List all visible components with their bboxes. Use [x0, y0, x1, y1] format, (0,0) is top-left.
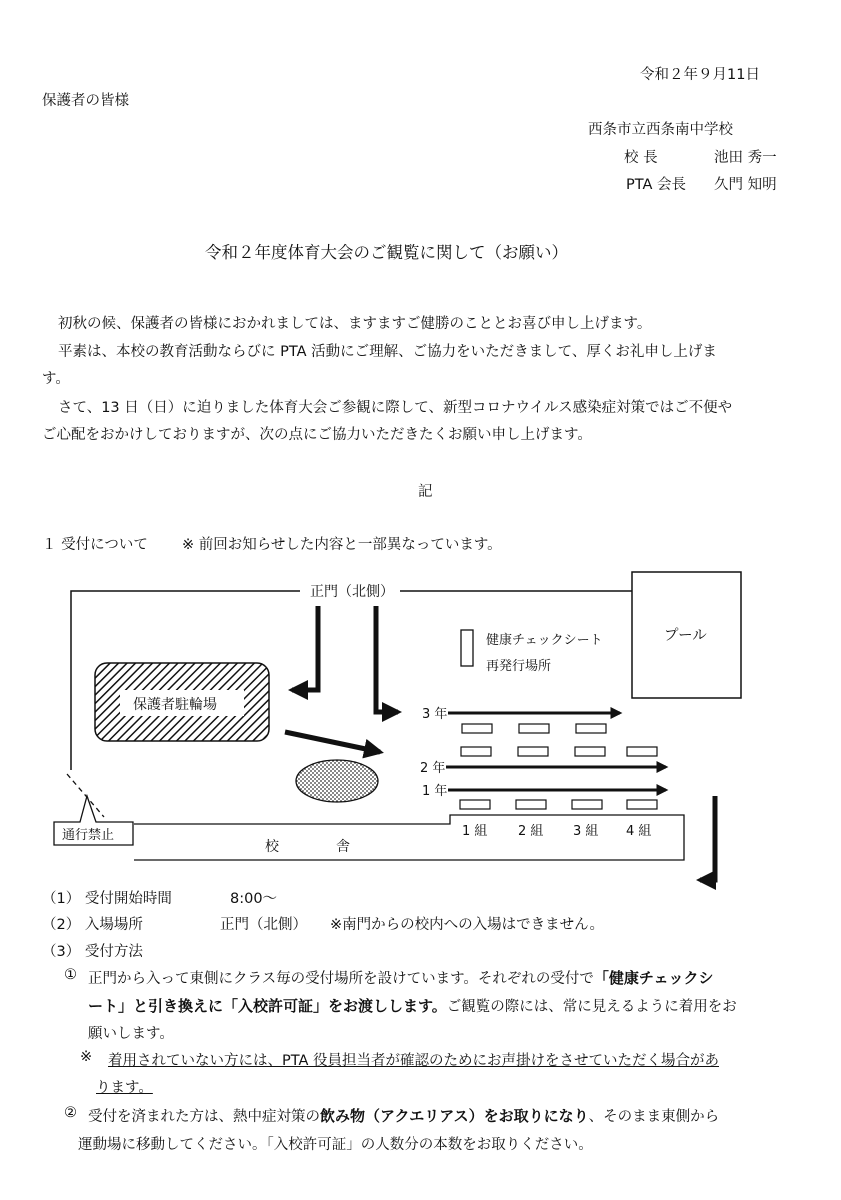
method-1-text-d: ご観覧の際には、常に見えるように着用をお: [446, 999, 737, 1015]
method-2-number: ②: [64, 1105, 77, 1121]
dotted-area: [296, 760, 378, 802]
building-label-1: 校: [265, 839, 279, 855]
class-4-label: 4 組: [626, 824, 652, 839]
class-2-label: 2 組: [518, 824, 544, 839]
method-2-text-a: 受付を済まれた方は、熱中症対策の: [88, 1109, 320, 1125]
document-title: 令和２年度体育大会のご観覧に関して（お願い）: [205, 243, 568, 262]
principal-title: 校 長: [624, 150, 658, 166]
pool-label: プール: [664, 628, 707, 644]
building-label-2: 舎: [336, 839, 350, 855]
method-1-bold-a: 「健康チェックシ: [593, 969, 714, 987]
note-line-2: ります。: [96, 1080, 153, 1096]
school-building: [134, 815, 684, 860]
item-2-note: ※南門からの校内への入場はできません。: [330, 917, 605, 933]
health-check-spot-icon: [461, 630, 473, 666]
method-1-line-3: 願いします。: [88, 1026, 174, 1042]
method-2-bold: 飲み物（アクエリアス）をお取りになり: [320, 1107, 589, 1125]
method-2-line-2: 運動場に移動してください。「入校許可証」の人数分の本数をお取りください。: [78, 1137, 593, 1153]
grade-3-desks: [462, 724, 606, 733]
grade-3-label: 3 年: [422, 707, 448, 722]
school-name: 西条市立西条南中学校: [588, 122, 733, 138]
health-check-label-2: 再発行場所: [486, 659, 552, 674]
grade-1-desks: [460, 800, 657, 809]
method-1-number: ①: [64, 967, 77, 983]
item-2-label: （2） 入場場所: [42, 917, 143, 933]
pta-title: PTA 会長: [626, 177, 687, 193]
grade-2-desks: [461, 747, 657, 756]
entry-arrow-diagonal: [285, 732, 380, 752]
principal-name: 池田 秀一: [714, 150, 777, 166]
method-2-line-1: [88, 1105, 719, 1126]
entry-arrow-right: [376, 606, 398, 712]
entry-arrow-left: [292, 606, 318, 690]
class-1-label: 1 組: [462, 824, 488, 839]
no-entry-label: 通行禁止: [62, 828, 115, 843]
exit-arrow: [700, 796, 715, 880]
item-1-label: （1） 受付開始時間: [42, 891, 172, 907]
document-date: 令和２年９月11日: [640, 67, 760, 83]
grade-1-label: 1 年: [422, 784, 448, 799]
method-2-text-c: 、そのまま東側から: [588, 1109, 720, 1125]
section-1-heading: １ 受付について: [42, 537, 148, 553]
greeting-line-2: 平素は、本校の教育活動ならびに PTA 活動にご理解、ご協力をいただきまして、厚くお礼申し上げま: [58, 344, 717, 360]
item-2-value: 正門（北側）: [220, 917, 307, 933]
method-1-text-a: 正門から入って東側にクラス毎の受付場所を設けています。それぞれの受付で: [88, 971, 594, 987]
pta-name: 久門 知明: [714, 177, 777, 193]
bike-parking-label: 保護者駐輪場: [133, 697, 217, 713]
greeting-line-4: さて、13 日（日）に迫りました体育大会ご参観に際して、新型コロナウイルス感染症対策ではご不便や: [58, 400, 733, 416]
ki-mark: 記: [418, 484, 433, 500]
health-check-label-1: 健康チェックシート: [486, 633, 603, 648]
grade-2-label: 2 年: [420, 761, 446, 776]
method-1-bold-b: ート」と引き換えに「入校許可証」をお渡しします。: [88, 997, 447, 1015]
note-mark: ※: [80, 1049, 93, 1065]
method-1-line-2: [88, 995, 737, 1016]
note-line-1: 着用されていない方には、PTA 役員担当者が確認のためにお声掛けをさせていただく場合があ: [108, 1053, 719, 1069]
class-3-label: 3 組: [573, 824, 599, 839]
item-1-value: 8:00～: [230, 891, 278, 907]
item-3-label: （3） 受付方法: [42, 944, 143, 960]
campus-map: [0, 560, 841, 890]
greeting-line-3: す。: [42, 371, 70, 387]
greeting-line-5: ご心配をおかけしておりますが、次の点にご協力いただきたくお願い申し上げます。: [42, 427, 592, 443]
section-1-note: ※ 前回お知らせした内容と一部異なっています。: [182, 537, 502, 553]
north-gate-label: 正門（北側）: [310, 584, 394, 600]
greeting-line-1: 初秋の候、保護者の皆様におかれましては、ますますご健勝のこととお喜び申し上げます。: [58, 316, 652, 332]
addressee: 保護者の皆様: [42, 93, 129, 109]
method-1-line-1: [88, 967, 713, 988]
